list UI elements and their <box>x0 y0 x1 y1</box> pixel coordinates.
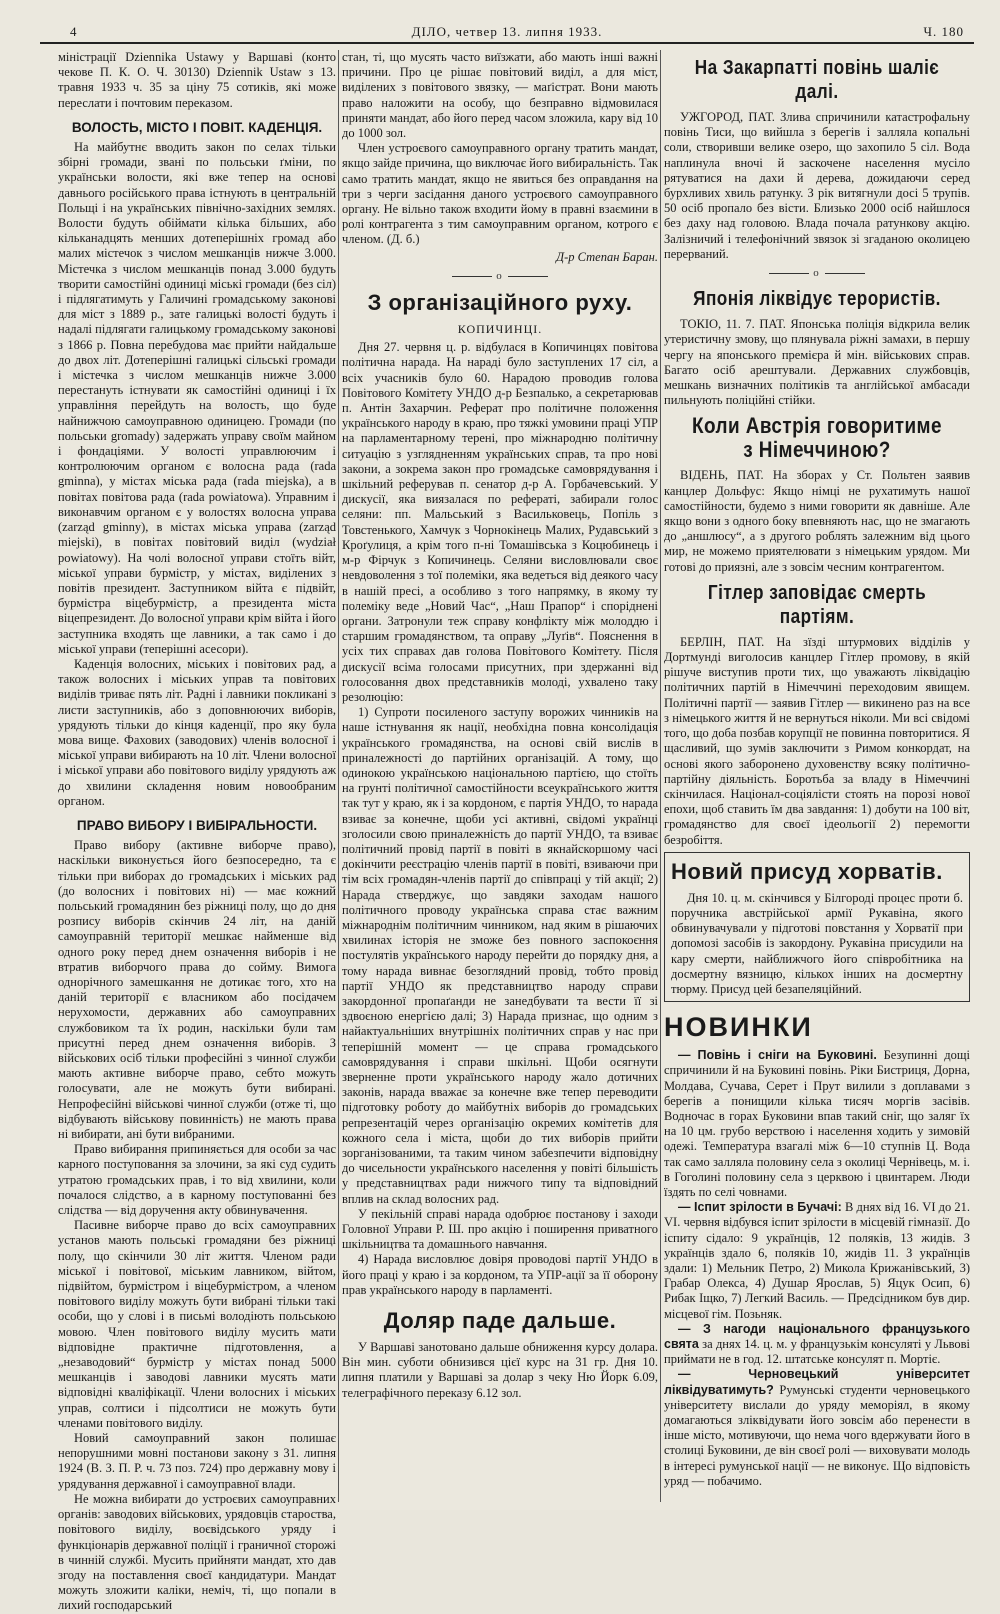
news-item-title: — Іспит зрілости в Бучачі: <box>678 1200 842 1215</box>
separator-ornament: o <box>342 269 658 284</box>
paragraph: УЖГОРОД, ПАТ. Злива спричинили катастрофальну повінь Тиси, що вийшла з берегів і залляла копальні соли, створивши велике озеро, що захопило 5 сіл. Вода наплинула вночі й заскочене населення мусіло рятуватися на дахи й дерева, дожидаючи серед бурхливих хвиль ратунку. З рік витягнули досі 5 трупів. 50 осіб пропало без вісти. Близько 2000 осіб найшлося без даху над головою. Влада почала ратункову акцію. Залізничий і телефонічний звязок зі згаданою околицею перерваний. <box>664 110 970 261</box>
boxed-article <box>664 852 970 1002</box>
paragraph: На майбутнє вводить закон по селах тільки збірні громади, звані по польськи ґміни, по українськи волости, які вже тепер на основі давнього російського права істнують в центральній Польщі і на українських північно-західних землях. Волости будуть обіймати кілька більших, або кільканадцять менших дотеперішніх громад або малих містечок з числом мешканців нижче 3.000. Містечка з числом мешканців понад 3.000 будуть творити самостійні одиниці міські громади (без сіл) і підлягатимуть у Галичині громадському законові для міст з 1889 р., зате галицькі волості будуть і надалі підлягати галицькому громадському законові з 1866 р. Повна перебудова має прийти найдальше до двох літ. Дотеперішні галицькі сільські громади і містечка з числом мешканців нижче 3.000 перестануть істнувати як самостійні одиниці і їх управління перейдуть на волость, що буде найнижчою самоуправною одиницею. Громади (по польськи gromady) задержать управу своїм майном і фондаціями. У волості управлюючим і контролюючим органом є волосна рада (rada gminna), у містах міська рада (rada miejska), а в повітах повітова рада (rada powiatowa). Управним і виконавчим органом є у волостях волосна управа (zarząd gminny), в містах міська управа (zarząd miejski), в повітах повітовий виділ (wydział powiatowy). На чолі волосної управи стоїть війт, міської управи бурмістр, у містах, виділених з повітів президент. Заступником війта є підвійт, бурмістра віцебурмістр, а президента міста віцепрезидент. До волосної управи крім війта і його заступника входять ще лавники, а так само і до міської управи (теперішні асесори). <box>58 140 336 656</box>
paragraph: ВІДЕНЬ, ПАТ. На зборах у Ст. Польтен заявив канцлер Дольфус: Якщо німці не рухатимуть нашої самостійности, будемо з ними говорити як давніше. Але якщо вони з одного боку впевняють нас, що не змагають до „аншлюсу“, а з другого роблять залежним від цього мир, не можемо приятелювати з німецьким урядом. Ми готові до приязні, але з зовсім чесним контрагентом. <box>664 468 970 574</box>
paragraph: Каденція волосних, міських і повітових рад, а також волосних і міських управ та повітових виділів триває пять літ. Радні і лавники покликані з листи заступників, або з доповнюючих виборів, урядують тільки до кінця каденції, про яку була мова вище. Фахових (заводових) членів волосної і міської управи вибирають на 10 літ. Члени волосної і міської управи або повітового виділу урядують аж до хвилини складення новим новообраним органом. <box>58 656 336 808</box>
paragraph: Пасивне виборче право до всіх самоуправних установ мають польські громадяни без ріжниці полу, що скінчили 30 літ життя. Членом ради міської і повітової, міським лавником, війтом, підвійтом, бурмістром і віцебурмістром, а членом повітового виділу можуть бути вибрані тільки такі особи, що у слові і в письмі володіють польською мовою. Член повітового виділу мусить мати відповідне практичне підготовлення, а „незаводовий“ бурмістр у містах понад 5000 мешканців і заводові лавники мусять мати відповідні кваліфікації. Члени волосних і міських управ, солтиси і підсолтиси не можуть бути членами повітового виділу. <box>58 1218 336 1430</box>
masthead: ДІЛО, четвер 13. липня 1933. <box>411 24 603 39</box>
paragraph: Не можна вибирати до устроєвих самоуправних органів: заводових військових, урядовців староства, повітового виділу, воєвідського уряду і функціонарів державної поліції і граничної сторожі в чинній службі. Мусить прийняти мандат, хто дав згоду на поставлення своєї кандидатури. Мандат можуть зложити каліки, неміч, ті, що попали в лихий господарський <box>58 1491 336 1613</box>
news-item <box>664 1048 970 1200</box>
paragraph: Дня 27. червня ц. р. відбулася в Копичинцях повітова політична нарада. На нараді було заступлених 17 сіл, а всіх учасників було 60. Нарадою проводив голова Повітового Комітету УНДО д-р Безпалько, а секретарював п. Антін Захарчин. Реферат про політичне положення українського народу в краю, про тяжкі умовини праці УПР на парламентарному терені, про міжнародню політичну ситуацію з узглядненням українських справ, та про нові закони, а зокрема закон про громадське самоврядування і шкільний реферував п. сенатор д-р А. Горбачевський. У дискусії, яка виязалася по рефераті, забирали голос селяни: пп. Мальський з Васильковець, Попіль з Товстенького, Хамчук з Чорнокінець Малих, Рудавський з Кроґулиця, а крім того п-ні Томашівська з Коцюбинець і м-р Фірчук з Копичинець. Селяни висловлювали своє невдоволення з тої полеміки, яка ведеться від деякого часу в нашій пресі, а особливо з того напрямку, в якому ту полеміку веде „Новий Час“, „Наш Прапор“ і споріднені органи. Затронули теж справу конфлікту між молоддю і старшим громадянством, та оправу „Луґів“. Пояснення в усіх тих справах дав голова Повітового Комітету. Після дискусії всіма голосами присутних, при здержанні від голосовання двох представників молоді, ухвалено таку резолюцію: <box>342 340 658 704</box>
news-item <box>664 1367 970 1489</box>
headline: З організаційного руху. <box>367 290 633 316</box>
news-item-text: В днях від 16. VI до 21. VI. червня відбувся іспит зрілости в місцевій гімназії. До іспиту сідало: 9 українців, 12 поляків, 13 жидів. З українців здало 6, поляків 10, жидів 11. З українців здали: 1) Мельник Петро, 2) Микола Крижанівський, 3) Грабар Олекса, 4) Душар Ярослав, 5) Яцук Осип, 6) Рибак Іщко, 7) Легкий Василь. — Предсідником був дир. місцевої гім. Позьняк. <box>664 1200 971 1321</box>
separator-ornament: o <box>664 266 970 281</box>
news-item-text: Румунські студенти черновецького університету вислали до уряду меморіял, в якому домагаються зліквідувати його зовсім або перенести в інше місто, мотивуючи, що нема чого вдержувати його в столиці Буковини, де він своєї ролі — виховувати молодь в інтересі румунської нації — не виконує. Що відповість уряд — побачимо. <box>664 1382 970 1488</box>
paragraph: 1) Супроти посиленого заступу ворожих чинників на наше істнування як нації, необхідна повна консолідація українського громадянства, на основі свій вислів в приналежності до партійних організацій. А тому, що одинокою українською національною партією, що стоїть на грунті політичної самостійности всеукраїнського життя так тут у краю, як і за кордоном, є партія УНДО, то нарада взиває за конечне, щоби усі активні, свідомі українці зголосили свою приналежність до партії УНДО, та взиває політичний провід партії в повіті в якнайскоршому часі докінчити реєстрацію членів партії в повіті, взиваючи при тім всіх громадян-членів партії до співпраці у тій акції; 2) Нарада стверджує, що завдяки заходам нашого політичного проводу українська справа стає важним міжнароднім політичним чинником, над яким в рішаючих хвилинах історія не зможе без повного заспокоєння постулятів українського народу перейти до порядку дня, а тому нарада вивнає безоглядний провід, тобто провід партії УНДО як представництво народу справи закордонної пропаґанди не занедбувати та вести її зі здвоєною енергією далі; 3) Нарада признає, що одним з найактуальніших внутрішніх політичних справ у нас при теперішній момент — це справа громадського самоврядування і справи шкільні. Щоби осягнути зверненне проти українського народу жало дотичних законів, нарада вважає за конечне вже тепер переводити підготовку роботу до майбутніх виборів до громадських репрезентацій через організацію окремих комітетів для кожного села і міста, щоби до тих виборів прийти зорганізованими, та таким чином забезпечити відповідну до чисельности українського населення у повіті більшість у представництвах ради нижчого типу та відповідний вплив на склад волосних рад. <box>342 705 658 1206</box>
paragraph: стан, ті, що мусять часто виїзжати, або мають інші важні причини. Про це рішає повітовий виділ, а для міст, виділених з повітового звязку, — маґістрат. Вони мають право наложити на особу, що безправно відмовилася приняти мандат, або його перед часом зложила, кару від 10 до 1000 зол. <box>342 50 658 141</box>
header-rule <box>40 42 974 44</box>
headline: На Закарпатті повінь шаліє далі. <box>694 57 940 103</box>
news-item-title: — Повінь і сніги на Буковині. <box>678 1048 877 1063</box>
paragraph: Право вибирання припиняється для особи за час карного поступовання за злочини, за які суд судить утратою громадських прав, і то від хвилини, коли почалося слідство, а в карному поступованні без слідства — від доручення акту обвинувачення. <box>58 1142 336 1218</box>
headline: Новий присуд хорватів. <box>671 858 943 884</box>
column-3 <box>664 50 970 1505</box>
news-item-text: Безупинні дощі спричинили й на Буковині повінь. Ріки Бистриця, Дорна, Молдава, Сучава, Серет і Прут вилили з доплавами з берегів а понищили кілька тисяч моргів засівів. Водночас в горах Буковини впав такий сніг, що заляг їх на 10 цм. грубо верствою і населення ходить у зимовій одежі. Температура взагалі між 6—10 ступнів Ц. Вода так само залляла половину села з околиці Чернівець, м. і. в Гоголині половину села з церквою і цвинтарем. Люди їздять по селі човнами. <box>664 1048 970 1199</box>
paragraph: Член устроєвого самоуправного органу тратить мандат, якщо зайде причина, що виключає його вибиральність. Так само тратить мандат, якщо не явиться без оправдання на три з черги засідання даного устроєвого самоуправного органу. Не вільно також входити йому в правні взаємини в ролі контрагента з тим самоуправним органом, котрого є членом. (Д. б.) <box>342 141 658 247</box>
page-number: 4 <box>70 24 77 39</box>
paragraph: 4) Нарада висловлює довіря проводові партії УНДО в його праці у краю і за кордоном, та УПР-ації за її оборону прав українського народу в парламенті. <box>342 1252 658 1297</box>
section-title: ВОЛОСТЬ, МІСТО І ПОВІТ. КАДЕНЦІЯ. <box>71 119 323 135</box>
article-fragment: міністрації Dziennika Ustawy у Варшаві (конто чекове П. К. О. Ч. 30130) Dziennik Ustaw з 13. травня 1933 ч. 35 за ціну 75 сотиків, які може переслати і почтовим переказом. <box>58 50 336 110</box>
paragraph: У пекільній справі нарада одобрює постанову і заходи Головної Управи Р. Ш. про акцію і поширення приватного шкільництва та домашнього навчання. <box>342 1206 658 1252</box>
column-divider <box>338 50 339 1502</box>
column-divider <box>660 50 661 1502</box>
news-item-text: за днях 14. ц. м. у французькім консуляті у Львові приймати не в год. 12. штатське консулят п. Мортіє. <box>664 1337 971 1367</box>
section-title: ПРАВО ВИБОРУ І ВИБІРАЛЬНОСТИ. <box>76 817 318 833</box>
issue-number: Ч. 180 <box>923 24 964 39</box>
paragraph: БЕРЛІН, ПАТ. На зїзді штурмових відділів у Дортмунді виголосив канцлер Гітлер промову, в якій рішуче виступив проти тих, що уважають ліквідацію політичних партій в Німеччині переходовим явищем. Політичні партії — заявив Гітлер — викинено раз на все з німецького життя й не вернуться ніколи. Ми всі свідомі того, що доба позбав корупції не повинна повторитися. Я щасливий, що зумів заключити з Римом конкордат, на основі якого заборонено духовенству всяку політично-партійну діяльність. Боротьба за владу в Німеччині скінчилася. Націонал-соціялісти стоять на порозі нової епохи, щоб ставить їм два завдання: 1) добути на 100 віт, громадянство для своєї ідеольогії 2) перемогти безробіття. <box>664 634 970 847</box>
paragraph: Новий самоуправний закон полишає непорушними мовні постанови закону з 31. липня 1924 (В. З. П. Р. ч. 73 поз. 724) про державну мову і урядування державної і самоуправної влади. <box>58 1431 336 1491</box>
headline: Японія ліквідує терористів. <box>693 288 941 311</box>
headline: Гітлер заповідає смерть партіям. <box>707 581 927 628</box>
column-1 <box>58 50 336 1613</box>
news-section-title: НОВИНКИ <box>664 1012 813 1043</box>
author-signature: Д-р Степан Баран. <box>556 249 658 264</box>
news-item-title: — З нагоди національного французького свята <box>664 1321 970 1351</box>
paragraph: Право вибору (активне виборче право), наскільки виконується його безпосередно, та є тільки при виборах до громадських і міських рад (до волосних і повітових ні) — має кожний польський громадянин без ріжниці полу, що до дня розпису виборів скінчив 24 літ, на даній самоуправній території мешкає найменше від одного року перед днем означення виборів і не втратив виборчого права до сойму. Вимога однорічного замешкання не дотикає того, хто на даній території є власником або посідачем нерухомости, державних або самоуправних службовиком та їх родин, наскільки були там присутні перед днем означення виборів. З військових осіб тільки професійні з чинної служби мають активне виборче право, себто можуть голосувати, але не можуть бути вибирані. Непрофесійні військові чинної служби (отже ті, що відбувають військову повинність) не мають права ні вибирати, ані бути вибраними. <box>58 838 336 1142</box>
news-item <box>664 1200 970 1322</box>
paragraph: У Варшаві занотовано дальше обниження курсу долара. Він мин. суботи обнизився цієї курс на 31 гр. Дня 10. липня платили у Варшаві за долар з чеку Ню Йорк 6.09, телеграфічного переказу 6.12 зол. <box>342 1340 658 1400</box>
paragraph: ТОКІО, 11. 7. ПАТ. Японська поліція відкрила велик утеристичну змову, що плянувала ріжні замахи, в першу чергу на японського премієра й мін. військових справ. Багато осіб арештували. Державних службовців, мешкань визначних політиків та англійської амбасади пильнують поліційні стійки. <box>664 317 970 408</box>
column-2 <box>342 50 658 1505</box>
page-header <box>40 22 974 42</box>
news-item <box>664 1322 970 1368</box>
headline: Коли Австрія говоритиме з Німеччиною? <box>692 413 942 463</box>
paragraph: Дня 10. ц. м. скінчився у Білгороді процес проти б. поручника австрійської армії Рукавіна, якого обвинувачували у підготові повстання у Хорватії при допомозі засобів із закордону. Рукавіна присудили на кару смерти, найближчого його співробітника на досмертну вязницю, кількох інших на досмертну тюрму. Присуд цей безапеляційний. <box>671 890 963 996</box>
headline: Доляр паде дальше. <box>383 1308 617 1334</box>
news-item-title: — Черновецький університет ліквідуватимуть? <box>664 1367 970 1397</box>
dateline: КОПИЧИНЦІ. <box>457 322 543 337</box>
